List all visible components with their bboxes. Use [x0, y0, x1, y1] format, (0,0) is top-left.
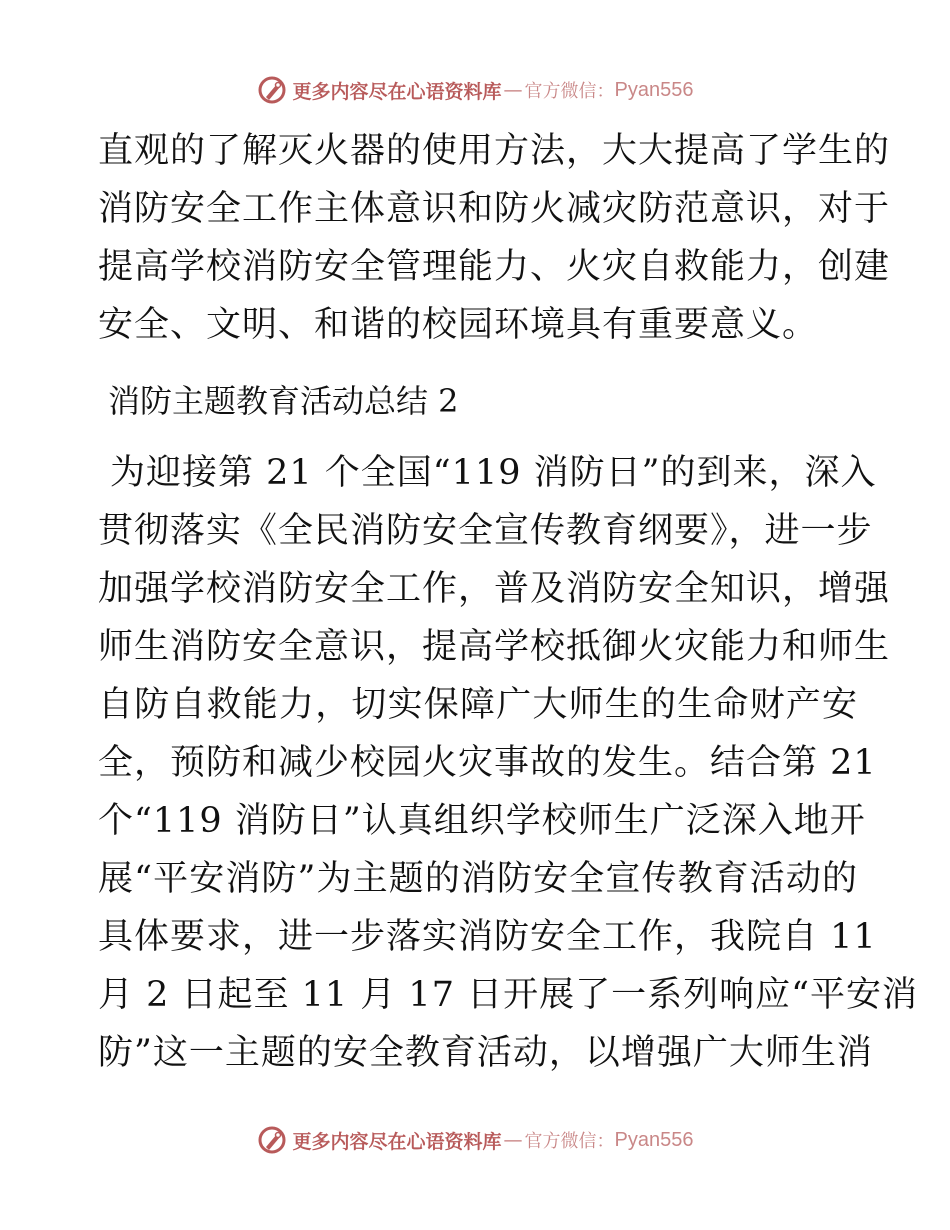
- banner-handle: Pyan556: [614, 1128, 694, 1151]
- text-line: 月 2 日起至 11 月 17 日开展了一系列响应“平安消: [98, 975, 918, 1015]
- text-line: 防”这一主题的安全教育活动，以增强广大师生消: [98, 1033, 873, 1073]
- text-line: 展“平安消防”为主题的消防安全宣传教育活动的: [98, 859, 858, 899]
- text-line: 全，预防和减少校园火灾事故的发生。结合第 21: [98, 743, 877, 783]
- text-line: 自防自救能力，切实保障广大师生的生命财产安: [98, 685, 858, 725]
- document-body: [98, 122, 918, 1082]
- banner-site-name: 更多内容尽在心语资料库: [292, 1130, 502, 1153]
- text-line: 个“119 消防日”认真组织学校师生广泛深入地开: [98, 801, 866, 841]
- banner-dash: —: [503, 79, 523, 101]
- text-line: 加强学校消防安全工作，普及消防安全知识，增强: [98, 569, 891, 609]
- text-line: 具体要求，进一步落实消防安全工作，我院自 11: [98, 917, 877, 957]
- section-heading: 消防主题教育活动总结 2: [108, 382, 459, 420]
- text-line: 师生消防安全意识，提高学校抵御火灾能力和师生: [98, 627, 891, 667]
- text-line: 提高学校消防安全管理能力、火灾自救能力，创建: [98, 247, 891, 287]
- paragraph-2: [98, 444, 918, 1082]
- text-line: 安全、文明、和谐的校园环境具有重要意义。: [98, 305, 819, 345]
- footer-banner: [0, 1120, 950, 1160]
- header-banner: [0, 70, 950, 110]
- text-line: 为迎接第 21 个全国“119 消防日”的到来，深入: [110, 453, 877, 493]
- text-line: 贯彻落实《全民消防安全宣传教育纲要》，进一步: [98, 511, 873, 551]
- banner-dash: —: [503, 1129, 523, 1151]
- banner-label: 官方微信：: [524, 1131, 615, 1152]
- pen-logo-icon: [257, 75, 287, 105]
- paragraph-1: [98, 122, 891, 354]
- text-line: 直观的了解灭火器的使用方法，大大提高了学生的: [98, 131, 891, 171]
- banner-site-name: 更多内容尽在心语资料库: [292, 80, 502, 103]
- banner-handle: Pyan556: [614, 78, 694, 101]
- banner-label: 官方微信：: [524, 81, 615, 102]
- text-line: 消防安全工作主体意识和防火减灾防范意识，对于: [98, 189, 891, 229]
- pen-logo-icon: [257, 1125, 287, 1155]
